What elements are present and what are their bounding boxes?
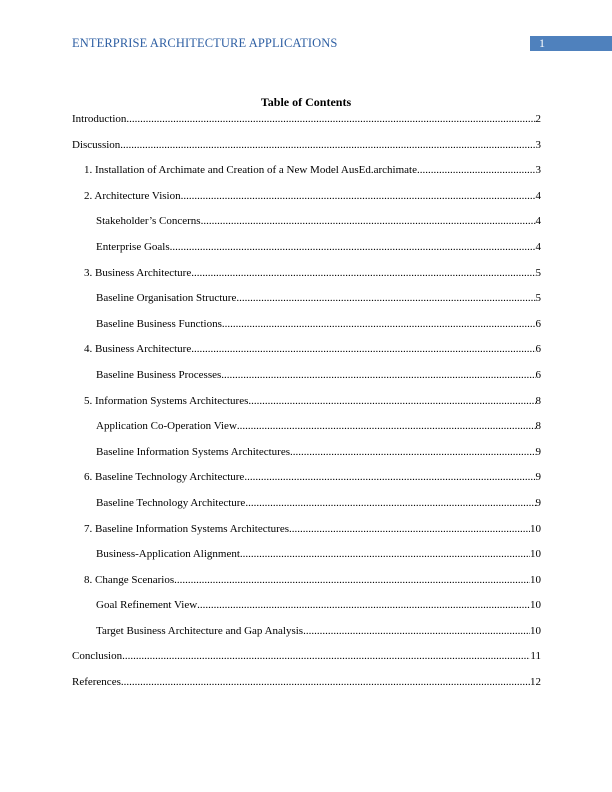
toc-entry-page: 10: [530, 522, 541, 535]
toc-entry-page: 2: [535, 113, 541, 125]
toc-entry-page: 4: [535, 189, 541, 202]
toc-entry-label: Baseline Organisation Structure: [96, 292, 237, 305]
toc-dot-leader: [289, 522, 530, 537]
toc-entry[interactable]: [72, 394, 541, 409]
toc-entry-label: 7. Baseline Information Systems Architectures: [84, 522, 289, 535]
toc-entry-page: 8: [535, 420, 541, 433]
toc-entry[interactable]: [72, 368, 541, 383]
toc-entry-label: Baseline Business Functions: [96, 317, 222, 330]
toc-entry[interactable]: [72, 470, 541, 485]
toc-entry-page: 5: [535, 266, 541, 279]
toc-entry[interactable]: [72, 240, 541, 255]
toc-entry-label: 3. Business Architecture: [84, 266, 192, 279]
toc-dot-leader: [303, 624, 530, 639]
toc-dot-leader: [122, 649, 530, 664]
toc-entry-label: 6. Baseline Technology Architecture: [84, 471, 245, 484]
toc-dot-leader: [236, 291, 535, 306]
toc-dot-leader: [191, 342, 535, 357]
toc-entry[interactable]: [72, 291, 541, 306]
toc-entry[interactable]: [72, 598, 541, 613]
toc-entry-page: 8: [535, 394, 541, 407]
toc-entry-label: Business-Application Alignment: [96, 548, 240, 561]
toc-dot-leader: [121, 675, 530, 690]
toc-entry-page: 3: [535, 138, 541, 151]
toc-dot-leader: [248, 394, 535, 409]
toc-entry-page: 3: [535, 164, 541, 177]
toc-entry-page: 11: [530, 650, 541, 663]
toc-dot-leader: [221, 368, 535, 383]
toc-dot-leader: [237, 419, 536, 434]
toc-entry[interactable]: [72, 522, 541, 537]
toc-entry[interactable]: [72, 624, 541, 639]
toc-entry[interactable]: [72, 342, 541, 357]
toc-entry-label: Goal Refinement View: [96, 599, 198, 612]
toc-entry-page: 6: [535, 368, 541, 381]
toc-entry-label: Target Business Architecture and Gap Analysis: [96, 624, 304, 637]
toc-entry-page: 12: [530, 676, 541, 689]
toc-entry[interactable]: [72, 675, 541, 690]
toc-entry-page: 9: [535, 471, 541, 484]
toc-entry-page: 5: [535, 292, 541, 305]
toc-entry[interactable]: [72, 163, 541, 178]
toc-entry[interactable]: [72, 649, 541, 664]
toc-entry-label: Baseline Information Systems Architectures: [96, 445, 290, 458]
toc-entry[interactable]: [72, 214, 541, 229]
toc-entry-page: 10: [530, 624, 541, 637]
toc-entry-page: 6: [535, 317, 541, 330]
header-title: ENTERPRISE ARCHITECTURE APPLICATIONS: [72, 36, 338, 50]
page-number-box: [530, 36, 612, 51]
toc-dot-leader: [120, 138, 535, 153]
toc-entry-label: Baseline Technology Architecture: [96, 496, 246, 509]
toc-dot-leader: [181, 189, 536, 204]
toc-entry[interactable]: [72, 189, 541, 204]
toc-entry-page: 10: [530, 599, 541, 612]
toc-dot-leader: [245, 496, 535, 511]
toc-title: Table of Contents: [260, 95, 352, 109]
toc-entry-page: 6: [535, 343, 541, 356]
toc-entry[interactable]: [72, 419, 541, 434]
toc-entry-label: Application Co-Operation View: [96, 420, 237, 433]
toc-dot-leader: [201, 214, 536, 229]
toc-entry[interactable]: [72, 138, 541, 153]
toc-entry[interactable]: [72, 547, 541, 562]
toc-entry[interactable]: [72, 317, 541, 332]
toc-entry-page: 9: [535, 445, 541, 458]
toc-entry-label: References: [72, 676, 121, 689]
toc-dot-leader: [417, 163, 536, 178]
toc-dot-leader: [191, 266, 535, 281]
toc-entry-label: 4. Business Architecture: [84, 343, 192, 356]
toc-entry-page: 4: [535, 215, 541, 228]
toc-entry-label: Enterprise Goals: [96, 240, 170, 253]
toc-entry[interactable]: [72, 112, 541, 127]
toc-entry-label: Baseline Business Processes: [96, 368, 222, 381]
page-header: [0, 36, 612, 52]
toc-entry[interactable]: [72, 496, 541, 511]
toc-entry-label: Introduction: [72, 113, 127, 125]
toc-dot-leader: [244, 470, 535, 485]
toc-entry[interactable]: [72, 573, 541, 588]
toc-entry-label: 2. Architecture Vision: [84, 189, 181, 202]
toc-entry-page: 10: [530, 573, 541, 586]
toc-entry-label: Stakeholder’s Concerns: [96, 215, 201, 228]
toc-dot-leader: [126, 112, 535, 127]
toc-dot-leader: [240, 547, 530, 562]
toc-entry-page: 10: [530, 548, 541, 561]
toc-entry[interactable]: [72, 445, 541, 460]
page-number: 1: [539, 36, 545, 50]
toc-entry-label: 1. Installation of Archimate and Creation of a New Model AusEd.archimate: [84, 164, 417, 177]
toc-dot-leader: [197, 598, 530, 613]
toc-entry-label: Discussion: [72, 138, 121, 151]
toc-entry-label: Conclusion: [72, 650, 123, 663]
toc-dot-leader: [174, 573, 530, 588]
toc-entry-label: 5. Information Systems Architectures: [84, 394, 249, 407]
table-of-contents: [72, 112, 541, 701]
toc-dot-leader: [170, 240, 536, 255]
toc-dot-leader: [290, 445, 536, 460]
toc-entry[interactable]: [72, 266, 541, 281]
toc-entry-page: 4: [535, 240, 541, 253]
toc-entry-page: 9: [535, 496, 541, 509]
toc-entry-label: 8. Change Scenarios: [84, 573, 175, 586]
toc-dot-leader: [222, 317, 536, 332]
